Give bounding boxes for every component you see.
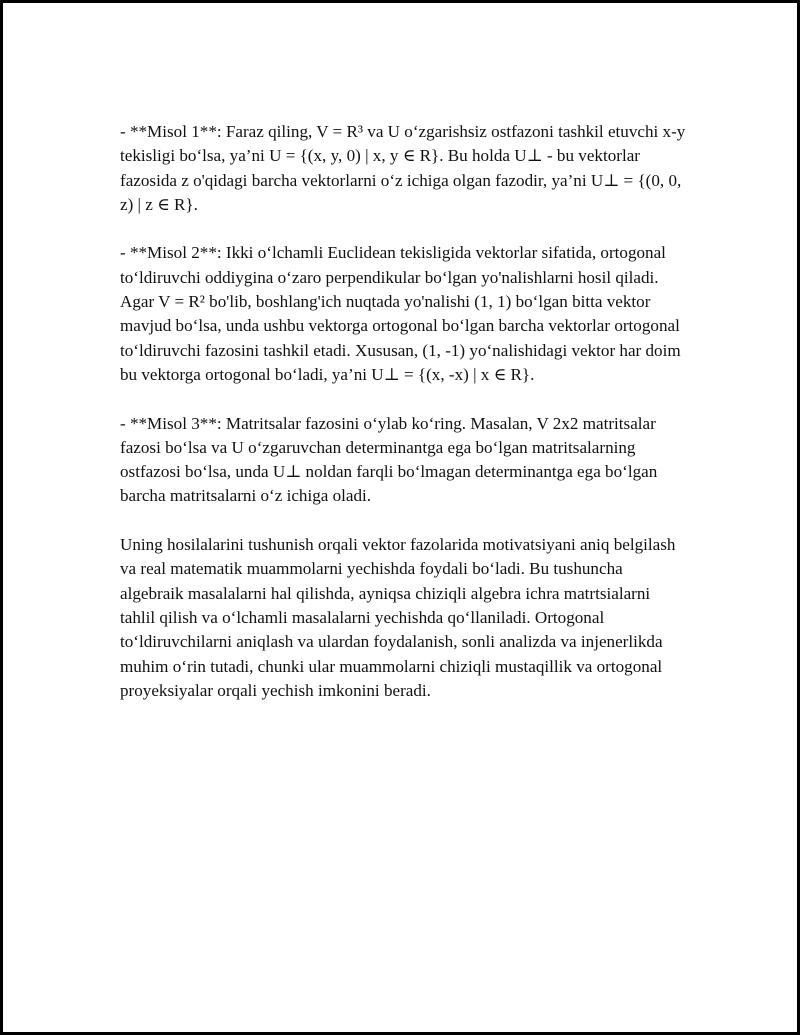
paragraph-misol-3: - **Misol 3**: Matritsalar fazosini o‘ylab ko‘ring. Masalan, V 2x2 matritsalar fazosi bo‘lsa va U o‘zgaruvchan determinantga ega bo‘lgan matritsalarning ostfazosi bo‘lsa, unda U⊥ noldan farqli bo‘lmagan determinantga ega bo‘lgan barcha matritsalarni o‘z ichiga oladi. [120,413,658,506]
paragraph-misol-1: - **Misol 1**: Faraz qiling, V = R³ va U o‘zgarishsiz ostfazoni tashkil etuvchi x-y tekisligi bo‘lsa, ya’ni U = {(x, y, 0) | x, y ∈ R}. Bu holda U⊥ - bu vektorlar fazosida z o'qidagi barcha vektorlarni o‘z ichiga olgan fazodir, ya’ni U⊥ = {(0, 0, z) | z ∈ R}. [120,122,686,214]
paragraph-misol-2: - **Misol 2**: Ikki o‘lchamli Euclidean tekisligida vektorlar sifatida, ortogonal to‘ldiruvchi oddiygina o‘zaro perpendikular bo‘lgan yo'nalishlarni hosil qiladi. Agar V = R² bo'lib, boshlang'ich nuqtada yo'nalishi (1, 1) bo‘lgan bitta vektor mavjud bo‘lsa, unda ushbu vektorga ortogonal bo‘lgan barcha vektorlar ortogonal to‘ldiruvchi fazosini tashkil etadi. Xususan, (1, -1) yo‘nalishidagi vektor har doim bu vektorga ortogonal bo‘ladi, ya’ni U⊥ = {(x, -x) | x ∈ R}. [120,243,681,384]
paragraph-summary: Uning hosilalarini tushunish orqali vektor fazolarida motivatsiyani aniq belgilash va real matematik muammolarni yechishda foydali bo‘ladi. Bu tushuncha algebraik masalalarni hal qilishda, ayniqsa chiziqli algebra ichra matrtsialarni tahlil qilish va o‘lchamli masalalarni yechishda qo‘llaniladi. Ortogonal to‘ldiruvchilarni aniqlash va ulardan foydalanish, sonli analizda va injenerlikda muhim o‘rin tutadi, chunki ular muammolarni chiziqli mustaqillik va ortogonal proyeksiyalar orqali yechish imkonini beradi. [120,535,676,700]
document-body [120,120,688,727]
